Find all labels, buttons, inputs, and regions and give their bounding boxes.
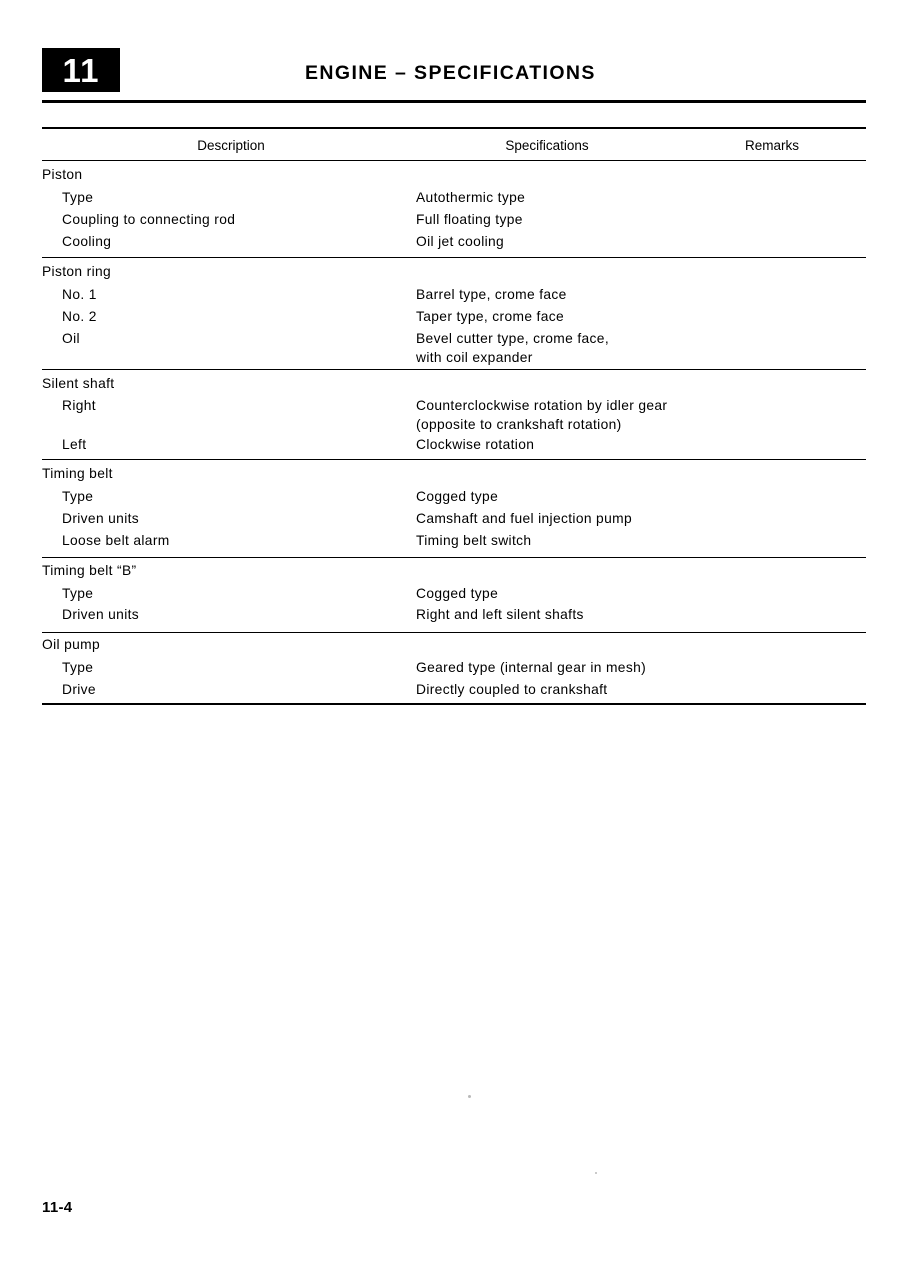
section-heading: Timing belt “B” — [42, 563, 137, 578]
page-number: 11-4 — [42, 1199, 73, 1216]
table-row — [0, 586, 909, 608]
table-row — [0, 563, 909, 585]
row-specification-line-2: with coil expander — [416, 350, 533, 365]
table-row — [0, 376, 909, 398]
section-heading: Timing belt — [42, 466, 113, 481]
section-heading: Oil pump — [42, 637, 101, 652]
row-description: Cooling — [62, 234, 112, 249]
table-row — [0, 167, 909, 189]
table-row — [0, 212, 909, 234]
row-specification: Directly coupled to crankshaft — [416, 682, 608, 697]
row-description: Type — [62, 586, 94, 601]
table-row — [0, 264, 909, 286]
row-specification: Cogged type — [416, 489, 499, 504]
row-specification-line-1: Counterclockwise rotation by idler gear — [416, 398, 668, 413]
row-specification — [416, 331, 609, 365]
scan-speckle — [595, 1172, 597, 1174]
section-heading: Silent shaft — [42, 376, 115, 391]
row-description: Type — [62, 489, 94, 504]
row-specification: Clockwise rotation — [416, 437, 535, 452]
row-specification: Full floating type — [416, 212, 523, 227]
section-divider-rule — [42, 369, 866, 370]
table-bottom-rule — [42, 703, 866, 705]
section-heading: Piston — [42, 167, 83, 182]
column-header-description: Description — [197, 138, 265, 153]
row-description: Driven units — [62, 607, 140, 622]
table-top-rule — [42, 127, 866, 129]
row-specification — [416, 398, 667, 432]
table-row — [0, 437, 909, 459]
row-description: Type — [62, 660, 94, 675]
section-divider-rule — [42, 557, 866, 558]
row-specification: Cogged type — [416, 586, 499, 601]
row-description: Right — [62, 398, 96, 413]
section-divider-rule — [42, 257, 866, 258]
table-row — [0, 682, 909, 704]
table-row — [0, 511, 909, 533]
table-row — [0, 607, 909, 629]
row-specification: Timing belt switch — [416, 533, 532, 548]
row-description: Type — [62, 190, 94, 205]
row-specification: Oil jet cooling — [416, 234, 505, 249]
row-specification: Barrel type, crome face — [416, 287, 567, 302]
row-description: Left — [62, 437, 87, 452]
row-description: Loose belt alarm — [62, 533, 170, 548]
table-row — [0, 287, 909, 309]
row-description: Driven units — [62, 511, 140, 526]
column-header-remarks: Remarks — [744, 138, 799, 153]
table-row — [0, 234, 909, 256]
section-divider-rule — [42, 459, 866, 460]
table-row — [0, 637, 909, 659]
table-header-bottom-rule — [42, 160, 866, 161]
row-description: Drive — [62, 682, 96, 697]
row-description: No. 1 — [62, 287, 97, 302]
row-specification-line-1: Bevel cutter type, crome face, — [416, 331, 610, 346]
row-description: Oil — [62, 331, 80, 346]
row-specification: Camshaft and fuel injection pump — [416, 511, 632, 526]
column-header-specifications: Specifications — [505, 138, 589, 153]
chapter-number-badge: 11 — [42, 48, 120, 92]
row-specification: Taper type, crome face — [416, 309, 565, 324]
table-row — [0, 190, 909, 212]
title-divider-rule — [42, 100, 866, 103]
row-specification: Right and left silent shafts — [416, 607, 584, 622]
row-description: Coupling to connecting rod — [62, 212, 236, 227]
table-row — [0, 533, 909, 555]
page-title: ENGINE – SPECIFICATIONS — [305, 62, 596, 84]
table-row — [0, 660, 909, 682]
section-divider-rule — [42, 632, 866, 633]
row-specification-line-2: (opposite to crankshaft rotation) — [416, 417, 622, 432]
table-row — [0, 309, 909, 331]
table-row — [0, 489, 909, 511]
table-row — [0, 398, 909, 442]
scan-speckle — [468, 1095, 471, 1098]
row-specification: Geared type (internal gear in mesh) — [416, 660, 647, 675]
row-description: No. 2 — [62, 309, 97, 324]
row-specification: Autothermic type — [416, 190, 526, 205]
section-heading: Piston ring — [42, 264, 112, 279]
table-row — [0, 466, 909, 488]
